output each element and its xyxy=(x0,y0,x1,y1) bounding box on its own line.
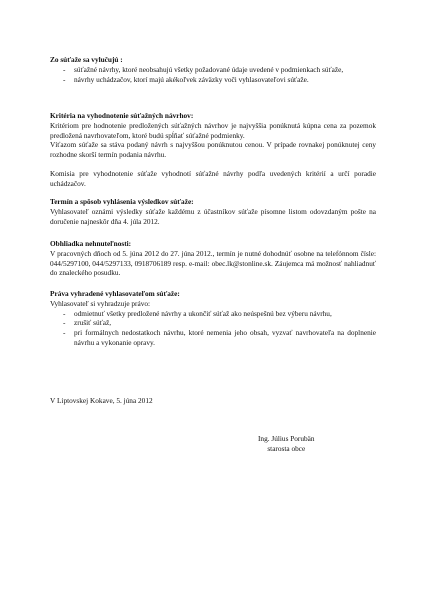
inspection-heading: Obhliadka nehnuteľnosti: xyxy=(50,239,132,248)
criteria-paragraph: Komisia pre vyhodnotenie súťaže vyhodnotí súťažné návrhy podľa uvedených kritérií a určí poradie uchádzačov. xyxy=(50,168,376,188)
rights-intro: Vyhlasovateľ si vyhradzuje právo: xyxy=(50,298,151,308)
criteria-section xyxy=(50,111,376,189)
exclusion-item: - súťažné návrhy, ktoré neobsahujú všetky požadované údaje uvedené v podmienkach súťaže, xyxy=(50,65,376,75)
criteria-paragraph: Kritériom pre hodnotenie predložených súťažných návrhov je najvyššia ponúknutá kúpna cena za pozemok predložená navrhovateľom, ktoré budú spĺňať súťažné podmienky. xyxy=(50,120,376,140)
exclusion-section xyxy=(50,55,376,84)
exclusion-item: - návrhy uchádzačov, ktorí majú akékoľvek záväzky voči vyhlasovateľovi súťaže. xyxy=(50,75,376,85)
results-text: Vyhlasovateľ oznámi výsledky súťaže každému z účastníkov súťaže písomne listom odovzdaným pošte na doručenie najneskôr dňa 4. júla 2012. xyxy=(50,206,376,226)
rights-list xyxy=(50,309,376,348)
inspection-text: V pracovných dňoch od 5. júna 2012 do 27. júna 2012., termín je nutné dohodnúť osobne na telefónnom čísle: 044/5297100, 044/5297133, 0918706189 resp. e-mail: obec.lk@stonline.sk. Záujemca má možnosť nahliadnuť do znaleckého posudku. xyxy=(50,248,376,278)
signature-block xyxy=(258,434,315,454)
rights-item: - pri formálnych nedostatkoch návrhu, ktoré nemenia jeho obsah, vyzvať navrhovateľa na doplnenie návrhu a vykonanie opravy. xyxy=(50,328,376,348)
rights-heading: Práva vyhradené vyhlasovateľom súťaže: xyxy=(50,289,180,298)
rights-item: - zrušiť súťaž, xyxy=(50,318,376,328)
signature-title: starosta obce xyxy=(267,443,306,453)
results-heading: Termín a spôsob vyhlásenia výsledkov súťaže: xyxy=(50,197,194,206)
rights-item: - odmietnuť všetky predložené návrhy a ukončiť súťaž ako neúspešnú bez výberu návrhu, xyxy=(50,309,376,319)
results-section xyxy=(50,197,376,226)
place-date: V Liptovskej Kokave, 5. júna 2012 xyxy=(50,396,153,405)
criteria-heading: Kritéria na vyhodnotenie súťažných návrhov: xyxy=(50,111,194,120)
exclusion-heading: Zo súťaže sa vylučujú : xyxy=(50,55,123,64)
signature-name: Ing. Július Porubän xyxy=(258,434,315,443)
criteria-paragraph: Víťazom súťaže sa stáva podaný návrh s najvyššou ponúknutou cenou. V prípade rovnakej ponúknutej ceny rozhodne skorší termín podania návrhu. xyxy=(50,140,376,160)
rights-section xyxy=(50,289,376,348)
inspection-section xyxy=(50,239,376,278)
exclusion-list xyxy=(50,65,376,85)
